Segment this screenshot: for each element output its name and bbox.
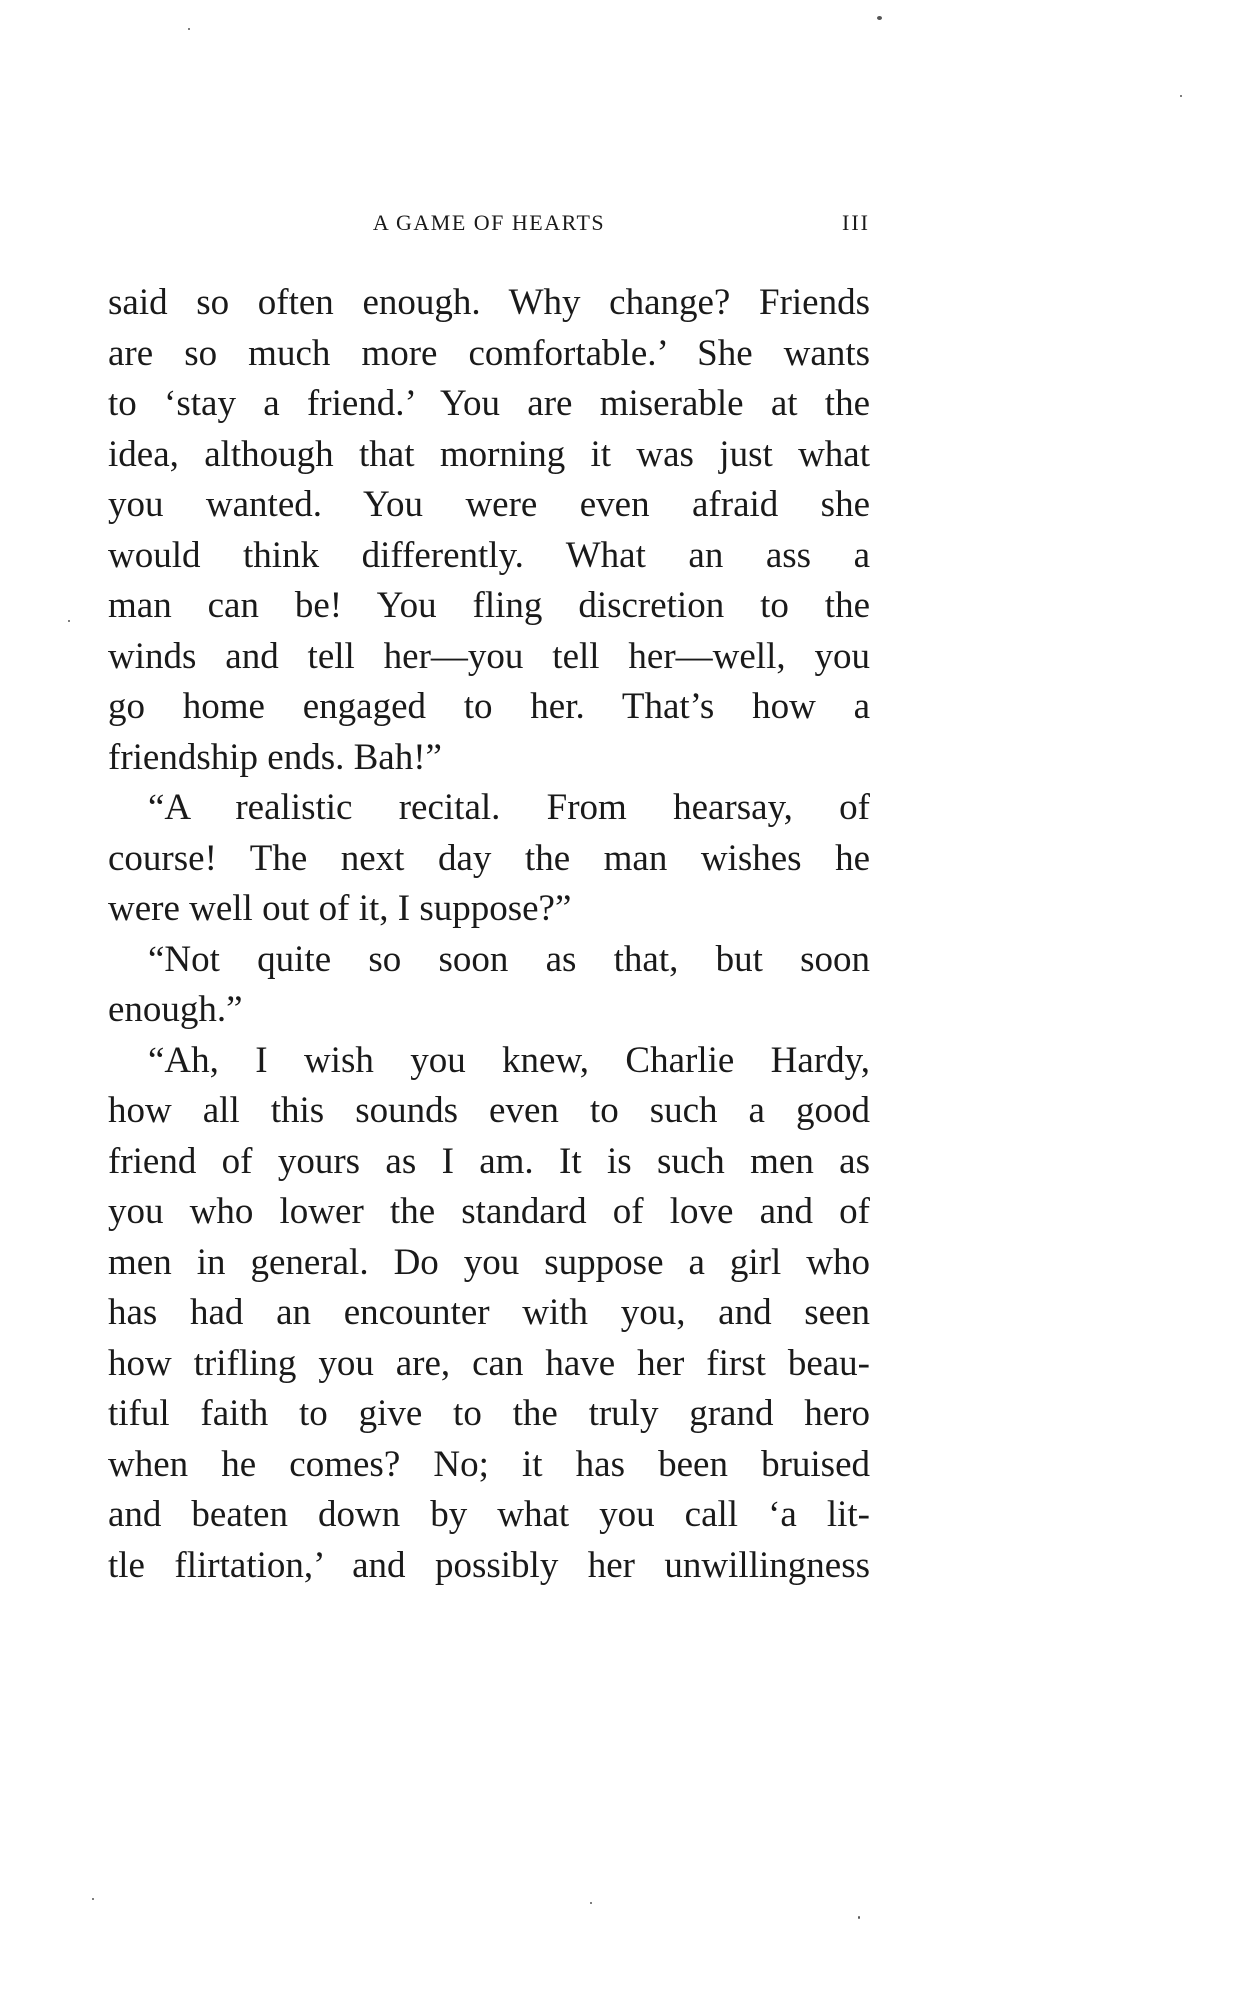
text-line: you wanted. You were even afraid she [108,484,870,525]
running-head [108,210,870,240]
text-line: men in general. Do you suppose a girl who [108,1241,870,1283]
text-line: course! The next day the man wishes he [108,837,870,879]
paper-speck [590,1902,592,1904]
paper-speck [877,16,882,20]
paper-speck [858,1916,860,1919]
text-line: friendship ends. Bah!” [108,736,442,778]
text-line: when he comes? No; it has been bruised [108,1443,870,1485]
text-line: “Not quite so soon as that, but soon [148,938,870,980]
text-line: “A realistic recital. From hearsay, of [148,787,870,828]
text-line: would think differently. What an ass a [108,534,870,576]
text-line: said so often enough. Why change? Friends [108,282,870,323]
text-line: you who lower the standard of love and of [108,1191,870,1232]
paper-speck [68,620,70,622]
paper-speck [92,1898,94,1900]
page-number: III [842,210,870,235]
text-line: enough.” [108,989,243,1030]
running-title: A GAME OF HEARTS [372,210,606,235]
text-line: to ‘stay a friend.’ You are miserable at the [108,383,870,424]
text-line: “Ah, I wish you knew, Charlie Hardy, [148,1039,870,1081]
text-line: how trifling you are, can have her first beau- [108,1342,870,1384]
text-line: and beaten down by what you call ‘a lit- [108,1494,870,1535]
text-line: man can be! You fling discretion to the [108,585,870,626]
text-line: tle flirtation,’ and possibly her unwillingness [108,1544,870,1586]
body-text [108,278,870,1591]
text-line: friend of yours as I am. It is such men as [108,1140,870,1182]
text-line: idea, although that morning it was just what [108,433,870,475]
text-line: tiful faith to give to the truly grand hero [108,1393,870,1434]
text-line: go home engaged to her. That’s how a [108,686,870,727]
paper-speck [1180,95,1182,97]
text-line: winds and tell her—you tell her—well, you [108,635,870,677]
paper-speck [188,28,190,30]
text-line: were well out of it, I suppose?” [108,888,572,929]
text-line: are so much more comfortable.’ She wants [108,332,870,374]
text-line: has had an encounter with you, and seen [108,1292,870,1333]
text-line: how all this sounds even to such a good [108,1090,870,1131]
